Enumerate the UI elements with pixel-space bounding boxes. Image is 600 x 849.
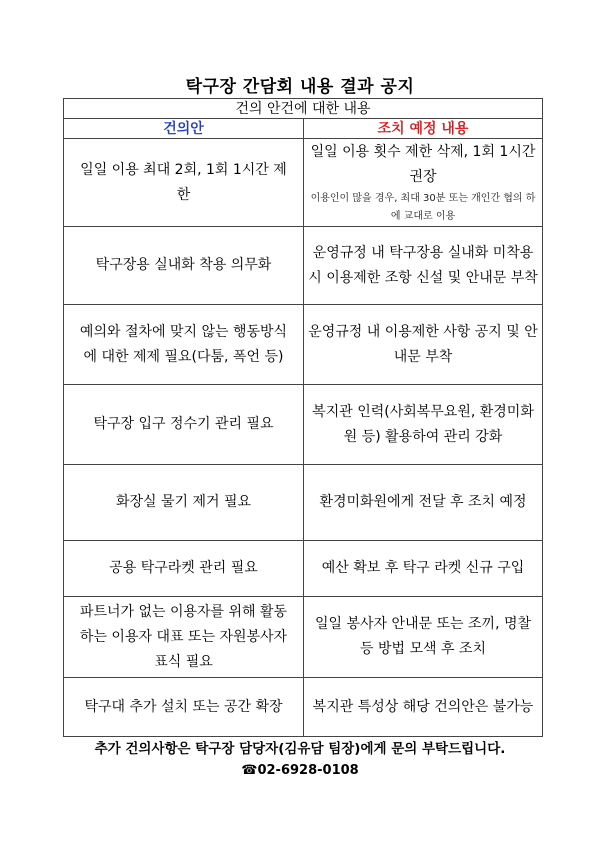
action-note: 이용인이 많을 경우, 최대 30분 또는 개인간 협의 하에 교대로 이용 [310, 192, 536, 222]
column-header-proposal: 건의안 [64, 119, 304, 139]
action-cell: 환경미화원에게 전달 후 조치 예정 [304, 465, 543, 541]
page-title: 탁구장 간담회 내용 결과 공지 [185, 77, 415, 97]
phone-number-text: ☎02-6928-0108 [241, 763, 359, 778]
proposal-cell: 예의와 절차에 맞지 않는 행동방식에 대한 제제 필요(다툼, 폭언 등) [64, 305, 304, 385]
table-header: 건의 안건에 대한 내용 [64, 99, 543, 119]
proposal-cell: 공용 탁구라켓 관리 필요 [64, 541, 304, 597]
footer-notice: 추가 건의사항은 탁구장 담당자(김유담 팀장)에게 문의 부탁드립니다. [94, 741, 506, 757]
action-cell: 복지관 특성상 해당 건의안은 불가능 [304, 678, 543, 737]
table-row [64, 227, 543, 305]
action-cell: 운영규정 내 탁구장용 실내화 미착용 시 이용제한 조항 신설 및 안내문 부착 [304, 227, 543, 305]
proposal-cell: 탁구장 입구 정수기 관리 필요 [64, 385, 304, 465]
table-row [64, 597, 543, 678]
action-cell: 운영규정 내 이용제한 사항 공지 및 안내문 부착 [304, 305, 543, 385]
phone-number [0, 763, 600, 778]
action-text: 일일 이용 횟수 제한 삭제, 1회 1시간 권장 [310, 143, 536, 185]
proposal-cell: 탁구장용 실내화 착용 의무화 [64, 227, 304, 305]
action-cell [304, 139, 543, 227]
results-table [63, 98, 543, 737]
table-row [64, 541, 543, 597]
table-row [64, 305, 543, 385]
table-row [64, 385, 543, 465]
table-row [64, 465, 543, 541]
column-header-row [64, 119, 543, 139]
proposal-cell: 화장실 물기 제거 필요 [64, 465, 304, 541]
proposal-cell: 일일 이용 최대 2회, 1회 1시간 제한 [64, 139, 304, 227]
table-header-row [64, 99, 543, 119]
action-cell: 복지관 인력(사회복무요원, 환경미화원 등) 활용하여 관리 강화 [304, 385, 543, 465]
proposal-cell: 탁구대 추가 설치 또는 공간 확장 [64, 678, 304, 737]
table-row [64, 139, 543, 227]
column-header-action: 조치 예정 내용 [304, 119, 543, 139]
table-row [64, 678, 543, 737]
action-cell: 일일 봉사자 안내문 또는 조끼, 명찰 등 방법 모색 후 조치 [304, 597, 543, 678]
action-cell: 예산 확보 후 탁구 라켓 신규 구입 [304, 541, 543, 597]
proposal-cell: 파트너가 없는 이용자를 위해 활동하는 이용자 대표 또는 자원봉사자 표식 필요 [64, 597, 304, 678]
